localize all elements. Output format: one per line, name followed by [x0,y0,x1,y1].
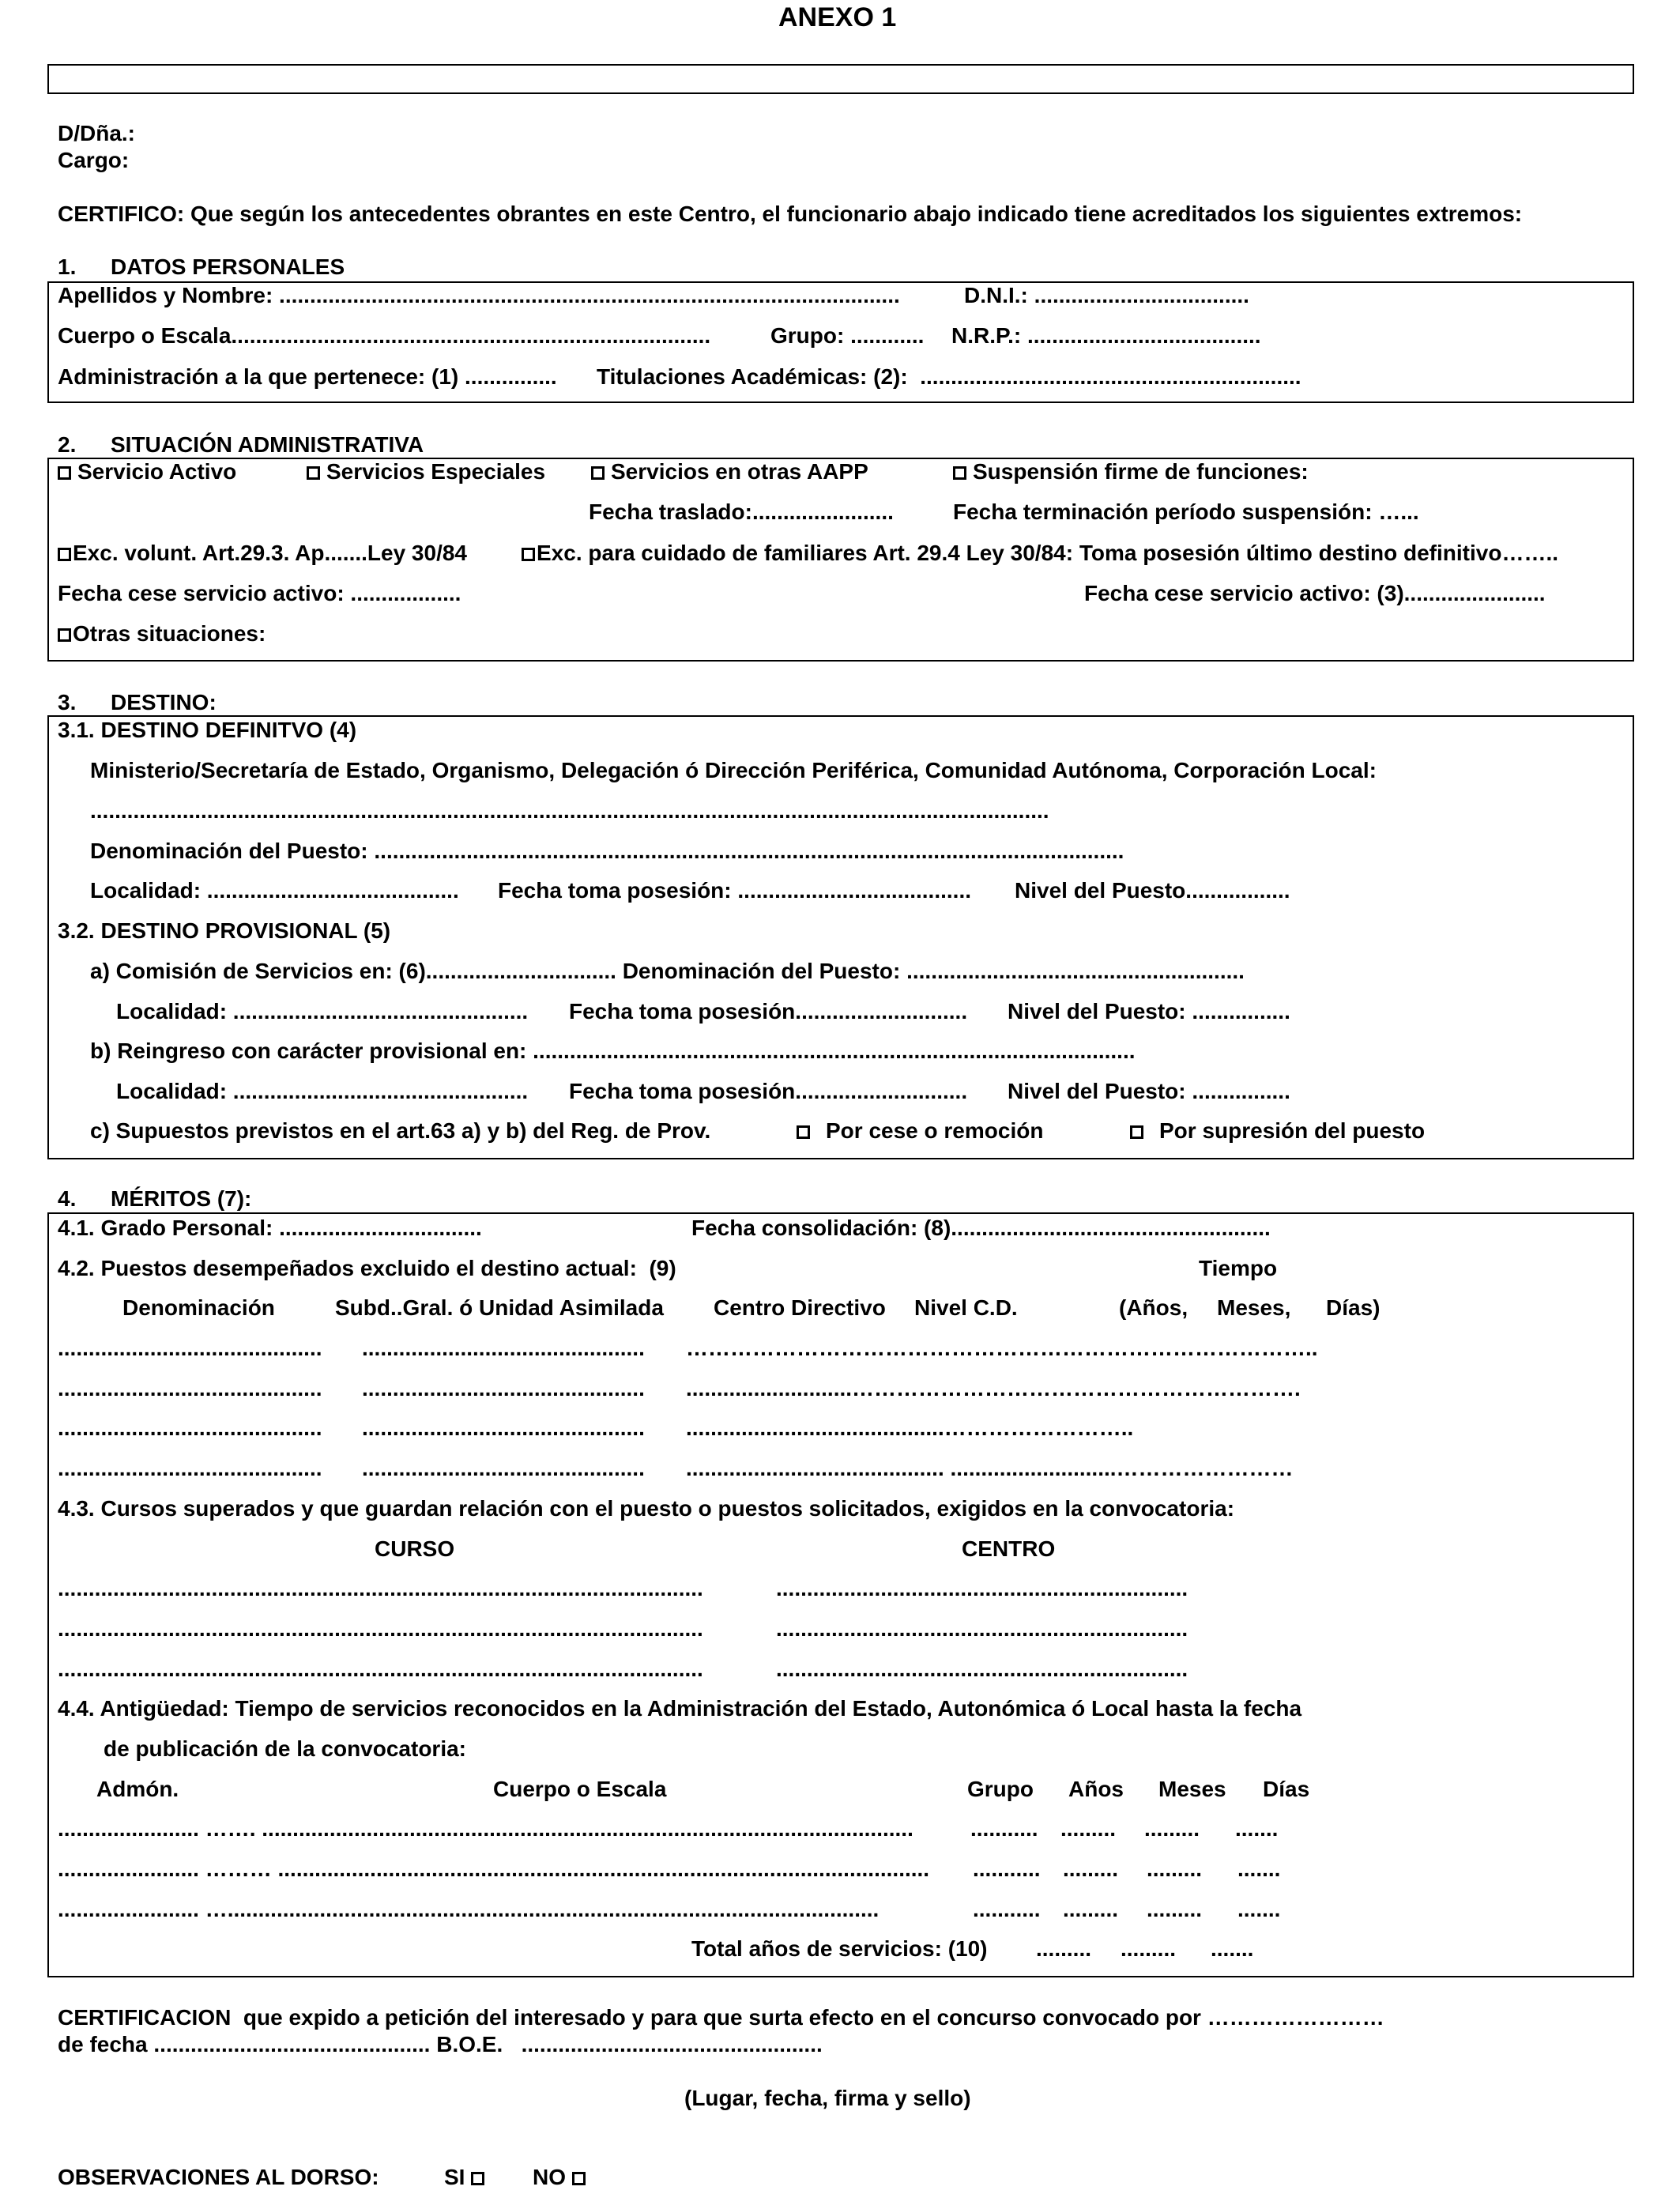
table-row-cell: ......... [1063,1857,1119,1881]
puestos-heading: 4.2. Puestos desempeñados excluido el destino actual: (9) [58,1256,676,1280]
col-dias: Días [1263,1777,1310,1801]
option-label: Por cese o remoción [826,1118,1044,1143]
checkbox-icon[interactable] [58,548,71,561]
total-dias-value: ....... [1211,1936,1254,1961]
table-row-cell: ....... [1237,1857,1281,1881]
dni-field: D.N.I.: ................................... [964,283,1249,307]
section-1-heading: DATOS PERSONALES [111,254,345,279]
nivel-b-field: Nivel del Puesto: ................ [1008,1079,1290,1103]
checkbox-icon[interactable] [953,466,966,480]
option-servicio-activo[interactable] [58,458,236,485]
table-row-cell: ........................................... [58,1416,322,1440]
col-anos: Años [1068,1777,1124,1801]
reingreso-field: b) Reingreso con carácter provisional en: .................................................................................................. [90,1039,1136,1063]
cursos-heading: 4.3. Cursos superados y que guardan relación con el puesto o puestos solicitados, exigidos en la convocatoria: [58,1496,1235,1521]
antiguedad-label: 4.4. Antigüedad: Tiempo de servicios reconocidos en la Administración del Estado, Autonómica ó Local hasta la fecha [58,1696,1302,1721]
option-si[interactable] [444,2164,484,2191]
table-row-cell: ......... [1060,1816,1117,1841]
option-label: NO [533,2165,566,2189]
table-row-cell: ........... [970,1816,1038,1841]
person-label: D/Dña.: [58,121,135,145]
option-label: Servicio Activo [77,459,237,484]
table-row-cell: ................................................................... [776,1657,1188,1681]
option-label: Servicios en otras AAPP [611,459,868,484]
option-label: Suspensión firme de funciones: [973,459,1309,484]
table-row-cell: ........................................... [58,1376,322,1400]
total-meses-value: ......... [1121,1936,1177,1961]
table-row-cell: ....................... ……. .......................................................................................................... [58,1816,913,1841]
table-row-cell: ................................................................... [776,1576,1188,1600]
table-row-cell: ......................................................................................................... [58,1657,703,1681]
fecha-consolidacion-field: Fecha consolidación: (8).................................................... [691,1216,1271,1240]
certificacion-text: CERTIFICACION que expido a petición del interesado y para que surta efecto en el concurso convocado por …………………… [58,2005,1384,2030]
table-row-cell: ....... [1235,1816,1279,1841]
checkbox-icon[interactable] [797,1125,810,1139]
fecha-toma-def-field: Fecha toma posesión: ...................................... [498,878,972,903]
administracion-field: Administración a la que pertenece: (1) ............... [58,364,557,389]
table-row-cell: ..........................................…………………….. [686,1416,1134,1440]
option-label: SI [444,2165,465,2189]
observaciones-label: OBSERVACIONES AL DORSO: [58,2165,379,2189]
option-por-supresion[interactable] [1130,1118,1425,1144]
col-denominacion: Denominación [122,1295,275,1320]
table-row-cell: ......................................................................................................... [58,1576,703,1600]
header-blank-box [47,64,1634,94]
table-row-cell: .............................................. [362,1456,645,1480]
option-no[interactable] [533,2164,586,2191]
fecha-cese-3-field: Fecha cese servicio activo: (3)....................... [1084,581,1546,605]
total-label: Total años de servicios: (10) [691,1936,988,1961]
table-row-cell: ......... [1147,1857,1203,1881]
comision-field: a) Comisión de Servicios en: (6)............................... Denominación del Puesto: ....................................................... [90,959,1245,983]
lugar-fecha-firma: (Lugar, fecha, firma y sello) [684,2086,971,2110]
table-row-cell: ....................... ……… .......................................................................................................... [58,1857,930,1881]
fecha-cese-field: Fecha cese servicio activo: .................. [58,581,461,605]
table-row-cell: ........... [973,1857,1041,1881]
localidad-a-field: Localidad: ................................................ [116,999,529,1023]
supuestos-label: c) Supuestos previstos en el art.63 a) y b) del Reg. de Prov. [90,1118,711,1143]
fecha-traslado-field: Fecha traslado:....................... [589,499,894,524]
section-1-number: 1. [58,254,77,279]
section-4-heading: MÉRITOS (7): [111,1186,252,1211]
nivel-a-field: Nivel del Puesto: ................ [1008,999,1290,1023]
page-title: ANEXO 1 [778,2,897,32]
denominacion-field: Denominación del Puesto: .......................................................................................................................... [90,839,1124,863]
table-row-cell: ......................................................................................................... [58,1616,703,1641]
col-centro-directivo: Centro Directivo [714,1295,886,1320]
apellidos-field: Apellidos y Nombre: ..................................................................................................... [58,283,900,307]
checkbox-icon[interactable] [1130,1125,1143,1139]
col-meses: Meses [1158,1777,1226,1801]
table-row-cell: .............................................. [362,1336,645,1360]
antiguedad-label-2: de publicación de la convocatoria: [104,1736,466,1761]
table-row-cell: .............................................. [362,1376,645,1400]
checkbox-icon[interactable] [572,2172,586,2185]
fecha-b-field: Fecha toma posesión............................ [569,1079,968,1103]
nrp-field: N.R.P.: ...................................... [951,323,1261,348]
cargo-label: Cargo: [58,148,130,172]
grado-field: 4.1. Grado Personal: ................................. [58,1216,482,1240]
option-label: Exc. volunt. Art.29.3. Ap.......Ley 30/84 [73,541,467,565]
option-label: Otras situaciones: [73,621,266,646]
table-row-cell: ........................................... [58,1456,322,1480]
ministerio-label: Ministerio/Secretaría de Estado, Organismo, Delegación ó Dirección Periférica, Comunidad Autónoma, Corporación Local: [90,758,1377,782]
cuerpo-field: Cuerpo o Escala.............................................................................. [58,323,711,348]
checkbox-icon[interactable] [58,466,71,480]
table-row-cell: ........................................... [58,1336,322,1360]
option-label: Por supresión del puesto [1159,1118,1426,1143]
table-row-cell: ......... [1063,1897,1119,1921]
option-otras-situaciones[interactable] [58,620,266,647]
table-row-cell: ......... [1144,1816,1200,1841]
col-admon: Admón. [96,1777,179,1801]
col-subd: Subd..Gral. ó Unidad Asimilada [335,1295,664,1320]
destino-definitivo-heading: 3.1. DESTINO DEFINITVO (4) [58,718,357,742]
certifico-text: CERTIFICO: Que según los antecedentes obrantes en este Centro, el funcionario abajo indicado tiene acreditados los siguientes extremos: [58,202,1523,226]
table-row-cell: .............................................. [362,1416,645,1440]
checkbox-icon[interactable] [591,466,605,480]
fecha-a-field: Fecha toma posesión............................ [569,999,968,1023]
col-anos: (Años, [1119,1295,1188,1320]
col-curso: CURSO [375,1536,455,1561]
total-anos-value: ......... [1036,1936,1092,1961]
localidad-b-field: Localidad: ................................................ [116,1079,529,1103]
checkbox-icon[interactable] [522,548,535,561]
option-label: Exc. para cuidado de familiares Art. 29.4 Ley 30/84: Toma posesión último destino definitivo…….. [537,541,1559,565]
de-fecha-text: de fecha ............................................. B.O.E. ................................................. [58,2032,823,2056]
section-3-number: 3. [58,690,77,714]
option-exc-volunt[interactable] [58,540,467,567]
col-centro: CENTRO [962,1536,1056,1561]
option-otras-aapp[interactable] [591,458,868,485]
col-dias: Días) [1326,1295,1381,1320]
table-row-cell: ........... [973,1897,1041,1921]
grupo-field: Grupo: ............ [770,323,925,348]
table-row-cell: .......................................... ...........................…………………… [686,1456,1294,1480]
checkbox-icon[interactable] [58,628,71,642]
option-servicios-especiales[interactable] [307,458,545,485]
table-row-cell: ………………………………………………………………………….. [686,1336,1318,1360]
col-grupo: Grupo [967,1777,1034,1801]
table-row-cell: ......... [1147,1897,1203,1921]
fecha-terminacion-field: Fecha terminación período suspensión: …... [953,499,1419,524]
table-row-cell: ...........................……………………………………………………. [686,1376,1301,1400]
checkbox-icon[interactable] [307,466,320,480]
titulaciones-field: Titulaciones Académicas: (2): .............................................................. [597,364,1301,389]
section-4-number: 4. [58,1186,77,1211]
destino-provisional-heading: 3.2. DESTINO PROVISIONAL (5) [58,918,391,943]
col-nivel-cd: Nivel C.D. [914,1295,1018,1320]
localidad-def-field: Localidad: ......................................... [90,878,459,903]
option-exc-cuidado[interactable] [522,540,1558,567]
checkbox-icon[interactable] [471,2172,484,2185]
section-2-heading: SITUACIÓN ADMINISTRATIVA [111,432,424,457]
option-suspension[interactable] [953,458,1309,485]
tiempo-label: Tiempo [1199,1256,1278,1280]
table-row-cell: ................................................................... [776,1616,1188,1641]
nivel-def-field: Nivel del Puesto................. [1015,878,1290,903]
ministerio-dots: ............................................................................................................................................................ [90,798,1049,823]
table-row-cell: ....... [1237,1897,1281,1921]
option-label: Servicios Especiales [326,459,546,484]
option-por-cese[interactable] [797,1118,1043,1144]
col-cuerpo: Cuerpo o Escala [493,1777,667,1801]
section-2-number: 2. [58,432,77,457]
col-meses: Meses, [1217,1295,1291,1320]
table-row-cell: ....................... ….......................................................................................................... [58,1897,880,1921]
section-3-heading: DESTINO: [111,690,217,714]
